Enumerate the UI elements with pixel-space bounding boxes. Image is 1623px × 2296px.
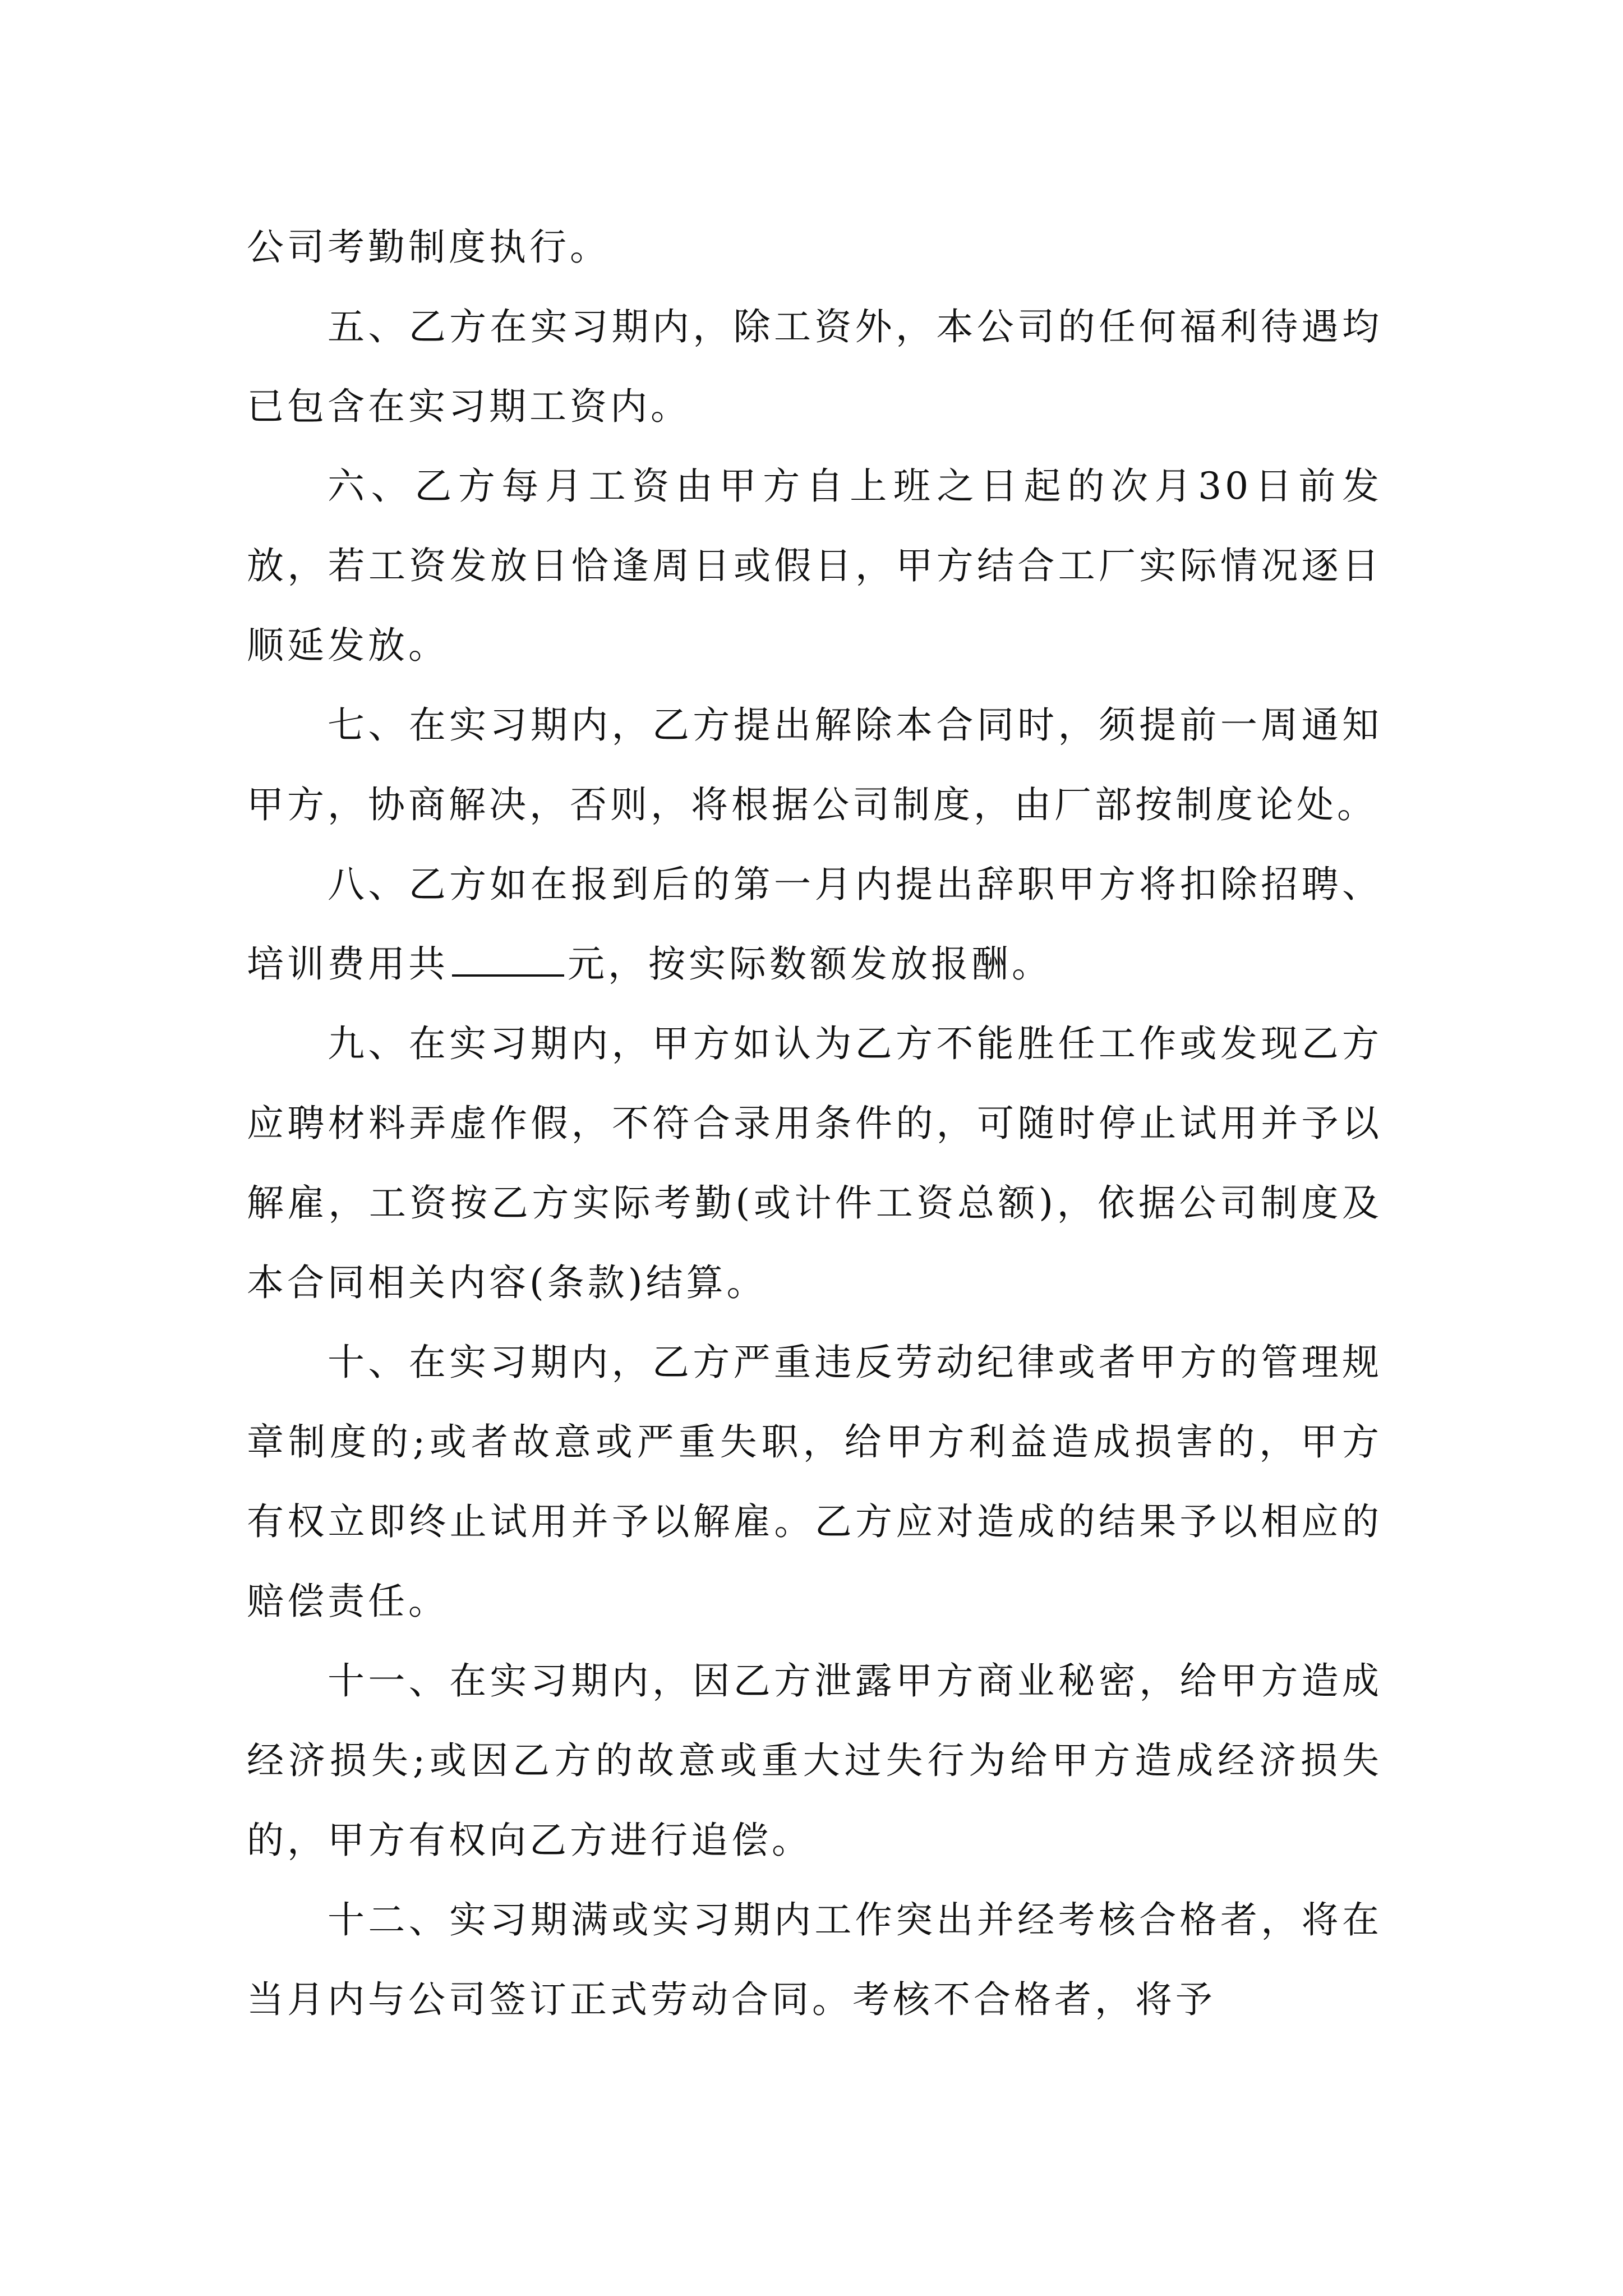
paragraph-clause-7: 七、在实习期内，乙方提出解除本合同时，须提前一周通知甲方，协商解决，否则，将根据公司制度，由厂部按制度论处。 (247, 703, 1382, 826)
paragraph-continuation: 公司考勤制度执行。 (247, 226, 610, 269)
paragraph-clause-6: 六、乙方每月工资由甲方自上班之日起的次月30日前发放，若工资发放日恰逢周日或假日，甲方结合工厂实际情况逐日顺延发放。 (247, 464, 1382, 667)
paragraph-clause-11: 十一、在实习期内，因乙方泄露甲方商业秘密，给甲方造成经济损失;或因乙方的故意或重大过失行为给甲方造成经济损失的，甲方有权向乙方进行追偿。 (247, 1659, 1382, 1862)
paragraph-clause-5: 五、乙方在实习期内，除工资外，本公司的任何福利待遇均已包含在实习期工资内。 (247, 305, 1382, 428)
clause-8-text-after: 元，按实际数额发放报酬。 (568, 942, 1052, 986)
paragraph-clause-8 (247, 845, 1382, 1004)
paragraph-clause-10: 十、在实习期内，乙方严重违反劳动纪律或者甲方的管理规章制度的;或者故意或严重失职，给甲方利益造成损害的，甲方有权立即终止试用并予以解雇。乙方应对造成的结果予以相应的赔偿责任。 (247, 1341, 1382, 1623)
paragraph-clause-9: 九、在实习期内，甲方如认为乙方不能胜任工作或发现乙方应聘材料弄虚作假，不符合录用条件的，可随时停止试用并予以解雇，工资按乙方实际考勤(或计件工资总额)，依据公司制度及本合同相关内容(条款)结算。 (247, 1022, 1382, 1304)
paragraph-clause-12: 十二、实习期满或实习期内工作突出并经考核合格者，将在当月内与公司签订正式劳动合同。考核不合格者，将予 (247, 1898, 1382, 2021)
document-body (247, 208, 1382, 2040)
fee-amount-blank (452, 945, 564, 977)
clause-8-text-before: 八、乙方如在报到后的第一月内提出辞职甲方将扣除招聘、培训费用共 (247, 863, 1382, 986)
